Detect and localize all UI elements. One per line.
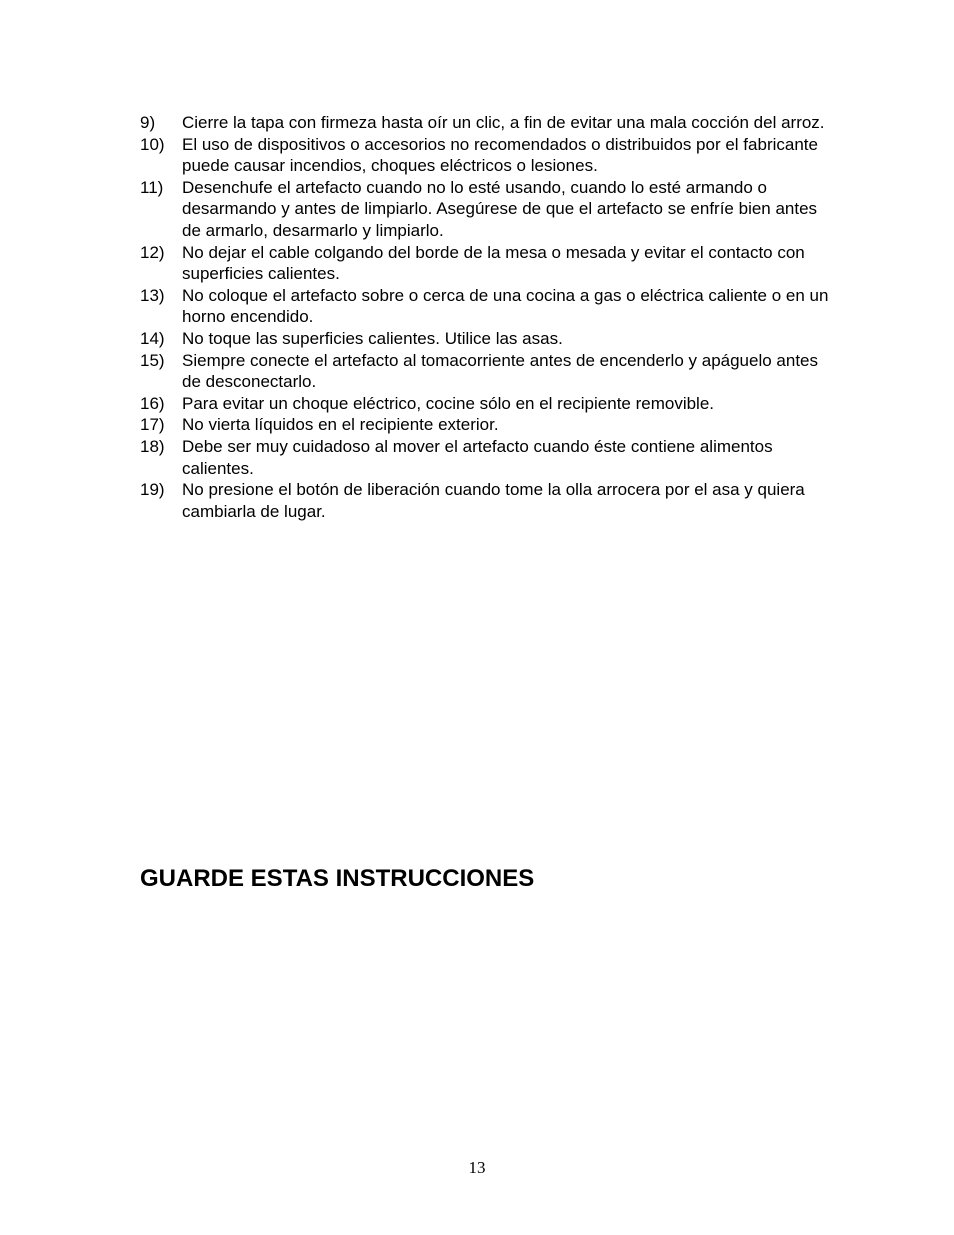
instruction-list: [140, 112, 830, 522]
item-text: Cierre la tapa con firmeza hasta oír un clic, a fin de evitar una mala cocción del arroz.: [182, 113, 825, 132]
list-item: [140, 479, 830, 522]
item-number: 10): [140, 134, 165, 154]
item-text: No vierta líquidos en el recipiente exterior.: [182, 415, 499, 435]
item-text: Para evitar un choque eléctrico, cocine sólo en el recipiente removible.: [182, 393, 715, 413]
list-item: [140, 436, 830, 479]
list-item: [140, 328, 830, 350]
list-item: [140, 177, 830, 242]
item-text: El uso de dispositivos o accesorios no recomendados o distribuidos por el fabricante puede causar incendios, choques eléctricos o lesiones.: [182, 134, 818, 176]
list-item: [140, 393, 830, 415]
item-number: 11): [140, 177, 164, 197]
section-heading: GUARDE ESTAS INSTRUCCIONES: [140, 865, 535, 892]
item-text: No toque las superficies calientes. Utilice las asas.: [182, 328, 563, 348]
item-text: Desenchufe el artefacto cuando no lo esté usando, cuando lo esté armando o desarmando y antes de limpiarlo. Asegúrese de que el artefacto se enfríe bien antes de armarlo, desarmarlo y limpiarlo.: [182, 177, 818, 240]
item-number: 19): [140, 480, 165, 500]
item-number: 13): [140, 285, 165, 305]
item-number: 14): [140, 328, 165, 348]
list-item: [140, 350, 830, 393]
item-number: 12): [140, 242, 165, 262]
list-item: [140, 414, 830, 436]
item-text: No coloque el artefacto sobre o cerca de una cocina a gas o eléctrica caliente o en un horno encendido.: [182, 285, 829, 327]
item-text: Siempre conecte el artefacto al tomacorriente antes de encenderlo y apáguelo antes de desconectarlo.: [182, 350, 819, 392]
item-number: 9): [140, 113, 156, 132]
item-number: 16): [140, 393, 165, 413]
item-number: 18): [140, 436, 165, 456]
list-item: [140, 285, 830, 328]
item-text: Debe ser muy cuidadoso al mover el artefacto cuando éste contiene alimentos calientes.: [182, 436, 773, 478]
page-number: 13: [468, 1158, 486, 1177]
item-number: 17): [140, 415, 165, 435]
list-item: [140, 242, 830, 285]
item-text: No dejar el cable colgando del borde de la mesa o mesada y evitar el contacto con superficies calientes.: [182, 242, 805, 284]
item-number: 15): [140, 350, 165, 370]
item-text: No presione el botón de liberación cuando tome la olla arrocera por el asa y quiera cambiarla de lugar.: [182, 480, 805, 521]
list-item: [140, 112, 830, 134]
list-item: [140, 134, 830, 177]
